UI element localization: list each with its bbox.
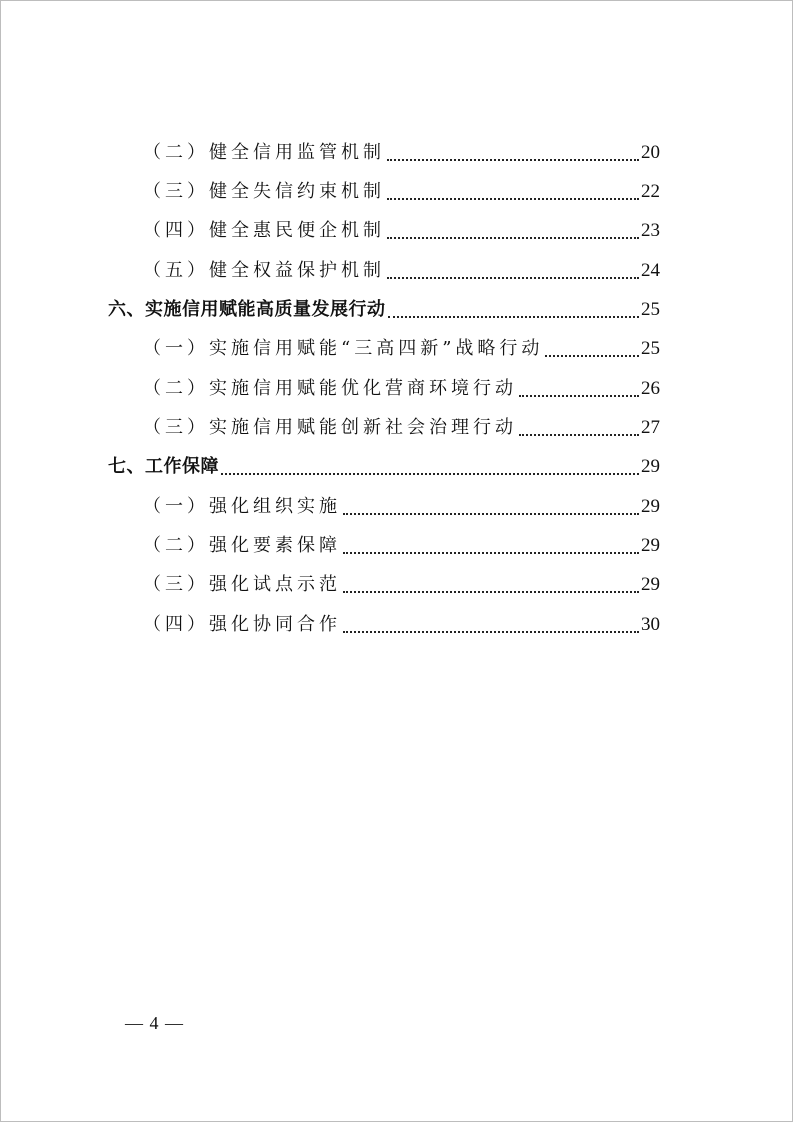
toc-entry-title: （二）实施信用赋能优化营商环境行动	[143, 378, 517, 399]
toc-section-title: 七、工作保障	[108, 456, 219, 477]
toc-entry-title: （五）健全权益保护机制	[143, 260, 385, 281]
toc-entry-page: 20	[641, 142, 660, 163]
toc-leader-dots	[343, 631, 639, 633]
toc-entry-page: 25	[641, 338, 660, 359]
toc-section-entry[interactable]	[108, 296, 660, 324]
toc-entry-page: 30	[641, 614, 660, 635]
toc-entry[interactable]	[143, 375, 660, 403]
toc-leader-dots	[343, 591, 639, 593]
toc-entry[interactable]	[143, 217, 660, 245]
toc-entry-page: 29	[641, 456, 660, 477]
toc-entry-page: 22	[641, 181, 660, 202]
toc-entry-page: 24	[641, 260, 660, 281]
toc-entry-title: （四）健全惠民便企机制	[143, 220, 385, 241]
toc-entry-page: 26	[641, 378, 660, 399]
toc-entry-title: （三）健全失信约束机制	[143, 181, 385, 202]
toc-entry-title: （二）健全信用监管机制	[143, 142, 385, 163]
toc-entry-title: （三）强化试点示范	[143, 574, 341, 595]
toc-leader-dots	[343, 513, 639, 515]
toc-entry-title: （一）实施信用赋能“三高四新”战略行动	[143, 338, 544, 359]
toc-entry[interactable]	[143, 257, 660, 285]
toc-leader-dots	[387, 159, 639, 161]
toc-entry-page: 23	[641, 220, 660, 241]
page-number: — 4 —	[125, 1013, 184, 1033]
toc-entry-page: 25	[641, 299, 660, 320]
toc-entry[interactable]	[143, 178, 660, 206]
toc-entry-page: 29	[641, 496, 660, 517]
toc-entry-title: （二）强化要素保障	[143, 535, 341, 556]
toc-entry[interactable]	[143, 493, 660, 521]
toc-leader-dots	[387, 237, 639, 239]
toc-entry[interactable]	[143, 532, 660, 560]
toc-entry[interactable]	[143, 414, 660, 442]
toc-entry-page: 29	[641, 535, 660, 556]
toc-leader-dots	[519, 434, 639, 436]
toc-leader-dots	[387, 277, 639, 279]
toc-entry-page: 27	[641, 417, 660, 438]
toc-entry[interactable]	[143, 335, 660, 363]
toc-entry[interactable]	[143, 139, 660, 167]
toc-leader-dots	[343, 552, 639, 554]
toc-section-title: 六、实施信用赋能高质量发展行动	[108, 299, 386, 320]
toc-leader-dots	[387, 198, 639, 200]
toc-leader-dots	[545, 355, 639, 357]
toc-entry-title: （四）强化协同合作	[143, 614, 341, 635]
toc-leader-dots	[221, 473, 639, 475]
toc-entry-title: （三）实施信用赋能创新社会治理行动	[143, 417, 517, 438]
toc-entry-title: （一）强化组织实施	[143, 496, 341, 517]
toc-section-entry[interactable]	[108, 453, 660, 481]
toc-entry[interactable]	[143, 571, 660, 599]
toc-leader-dots	[388, 316, 640, 318]
toc-entry[interactable]	[143, 611, 660, 639]
toc-leader-dots	[519, 395, 639, 397]
toc-entry-page: 29	[641, 574, 660, 595]
